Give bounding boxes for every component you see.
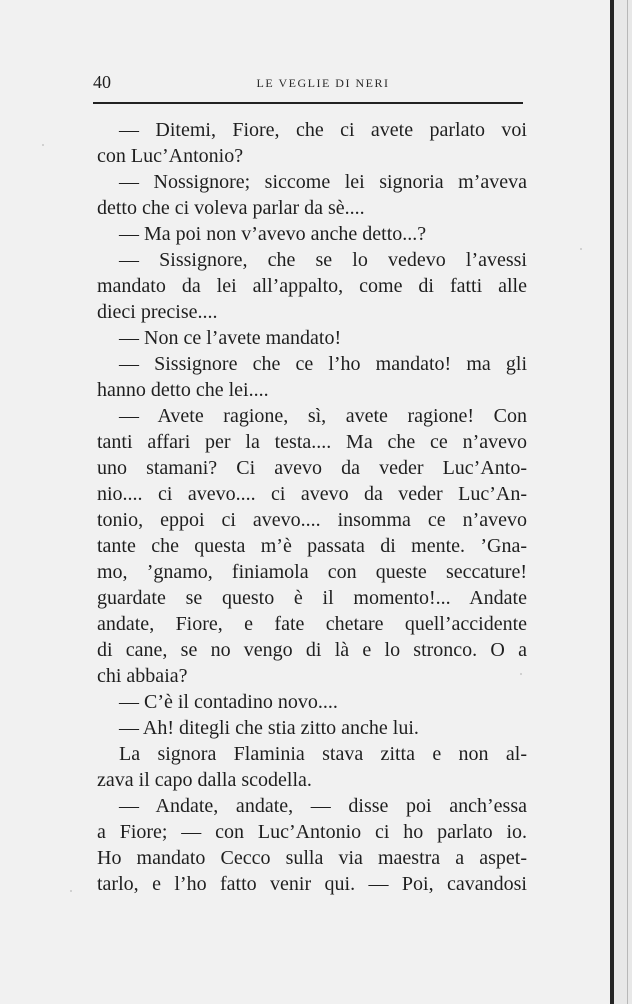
page-gutter-shadow (610, 0, 614, 1004)
text-line: La signora Flaminia stava zitta e non al- (119, 743, 527, 765)
text-line: zava il capo dalla scodella. (97, 769, 312, 791)
text-line: mandato da lei all’appalto, come di fatti alle (97, 275, 527, 297)
text-line: tarlo, e l’ho fatto venir qui. — Poi, cavandosi (97, 873, 527, 895)
paper-speck (70, 890, 72, 892)
text-line: mo, ’gnamo, finiamola con queste seccature! (97, 561, 527, 583)
text-line: con Luc’Antonio? (97, 145, 244, 167)
page-header (93, 71, 523, 99)
text-line: andate, Fiore, e fate chetare quell’accidente (97, 613, 527, 635)
text-line: — C’è il contadino novo.... (119, 691, 338, 713)
text-line: — Sissignore che ce l’ho mandato! ma gli (119, 353, 527, 375)
page-edge-line (627, 0, 628, 1004)
text-line: — Avete ragione, sì, avete ragione! Con (119, 405, 527, 427)
text-line: — Nossignore; siccome lei signoria m’aveva (119, 171, 527, 193)
text-line: — Sissignore, che se lo vedevo l’avessi (119, 249, 527, 271)
text-line: dieci precise.... (97, 301, 218, 323)
text-line: — Ah! ditegli che stia zitto anche lui. (119, 717, 419, 739)
text-line: tante che questa m’è passata di mente. ’Gna- (97, 535, 527, 557)
page-edge (614, 0, 632, 1004)
running-title: LE VEGLIE DI NERI (256, 76, 390, 90)
text-line: — Andate, andate, — disse poi anch’essa (119, 795, 527, 817)
text-line: nio.... ci avevo.... ci avevo da veder Luc’An- (97, 483, 527, 505)
text-line: tonio, eppoi ci avevo.... insomma ce n’avevo (97, 509, 527, 531)
text-line: guardate se questo è il momento!... Andate (97, 587, 527, 609)
text-line: — Ditemi, Fiore, che ci avete parlato voi (119, 119, 527, 141)
text-line: tanti affari per la testa.... Ma che ce n’avevo (97, 431, 527, 453)
text-line: a Fiore; — con Luc’Antonio ci ho parlato io. (97, 821, 527, 843)
text-line: uno stamani? Ci avevo da veder Luc’Anto- (97, 457, 527, 479)
text-line: hanno detto che lei.... (97, 379, 269, 401)
text-line: di cane, se no vengo di là e lo stronco. O a (97, 639, 527, 661)
page-text (97, 117, 527, 897)
paper-speck (42, 144, 44, 146)
paper-speck (520, 673, 522, 675)
text-line: Ho mandato Cecco sulla via maestra a aspet- (97, 847, 527, 869)
text-line: — Non ce l’avete mandato! (119, 327, 342, 349)
text-line: — Ma poi non v’avevo anche detto...? (119, 223, 427, 245)
page-number: 40 (93, 72, 111, 92)
text-line: chi abbaia? (97, 665, 188, 687)
paper-speck (580, 248, 582, 250)
text-line: detto che ci voleva parlar da sè.... (97, 197, 365, 219)
header-rule (93, 102, 523, 104)
